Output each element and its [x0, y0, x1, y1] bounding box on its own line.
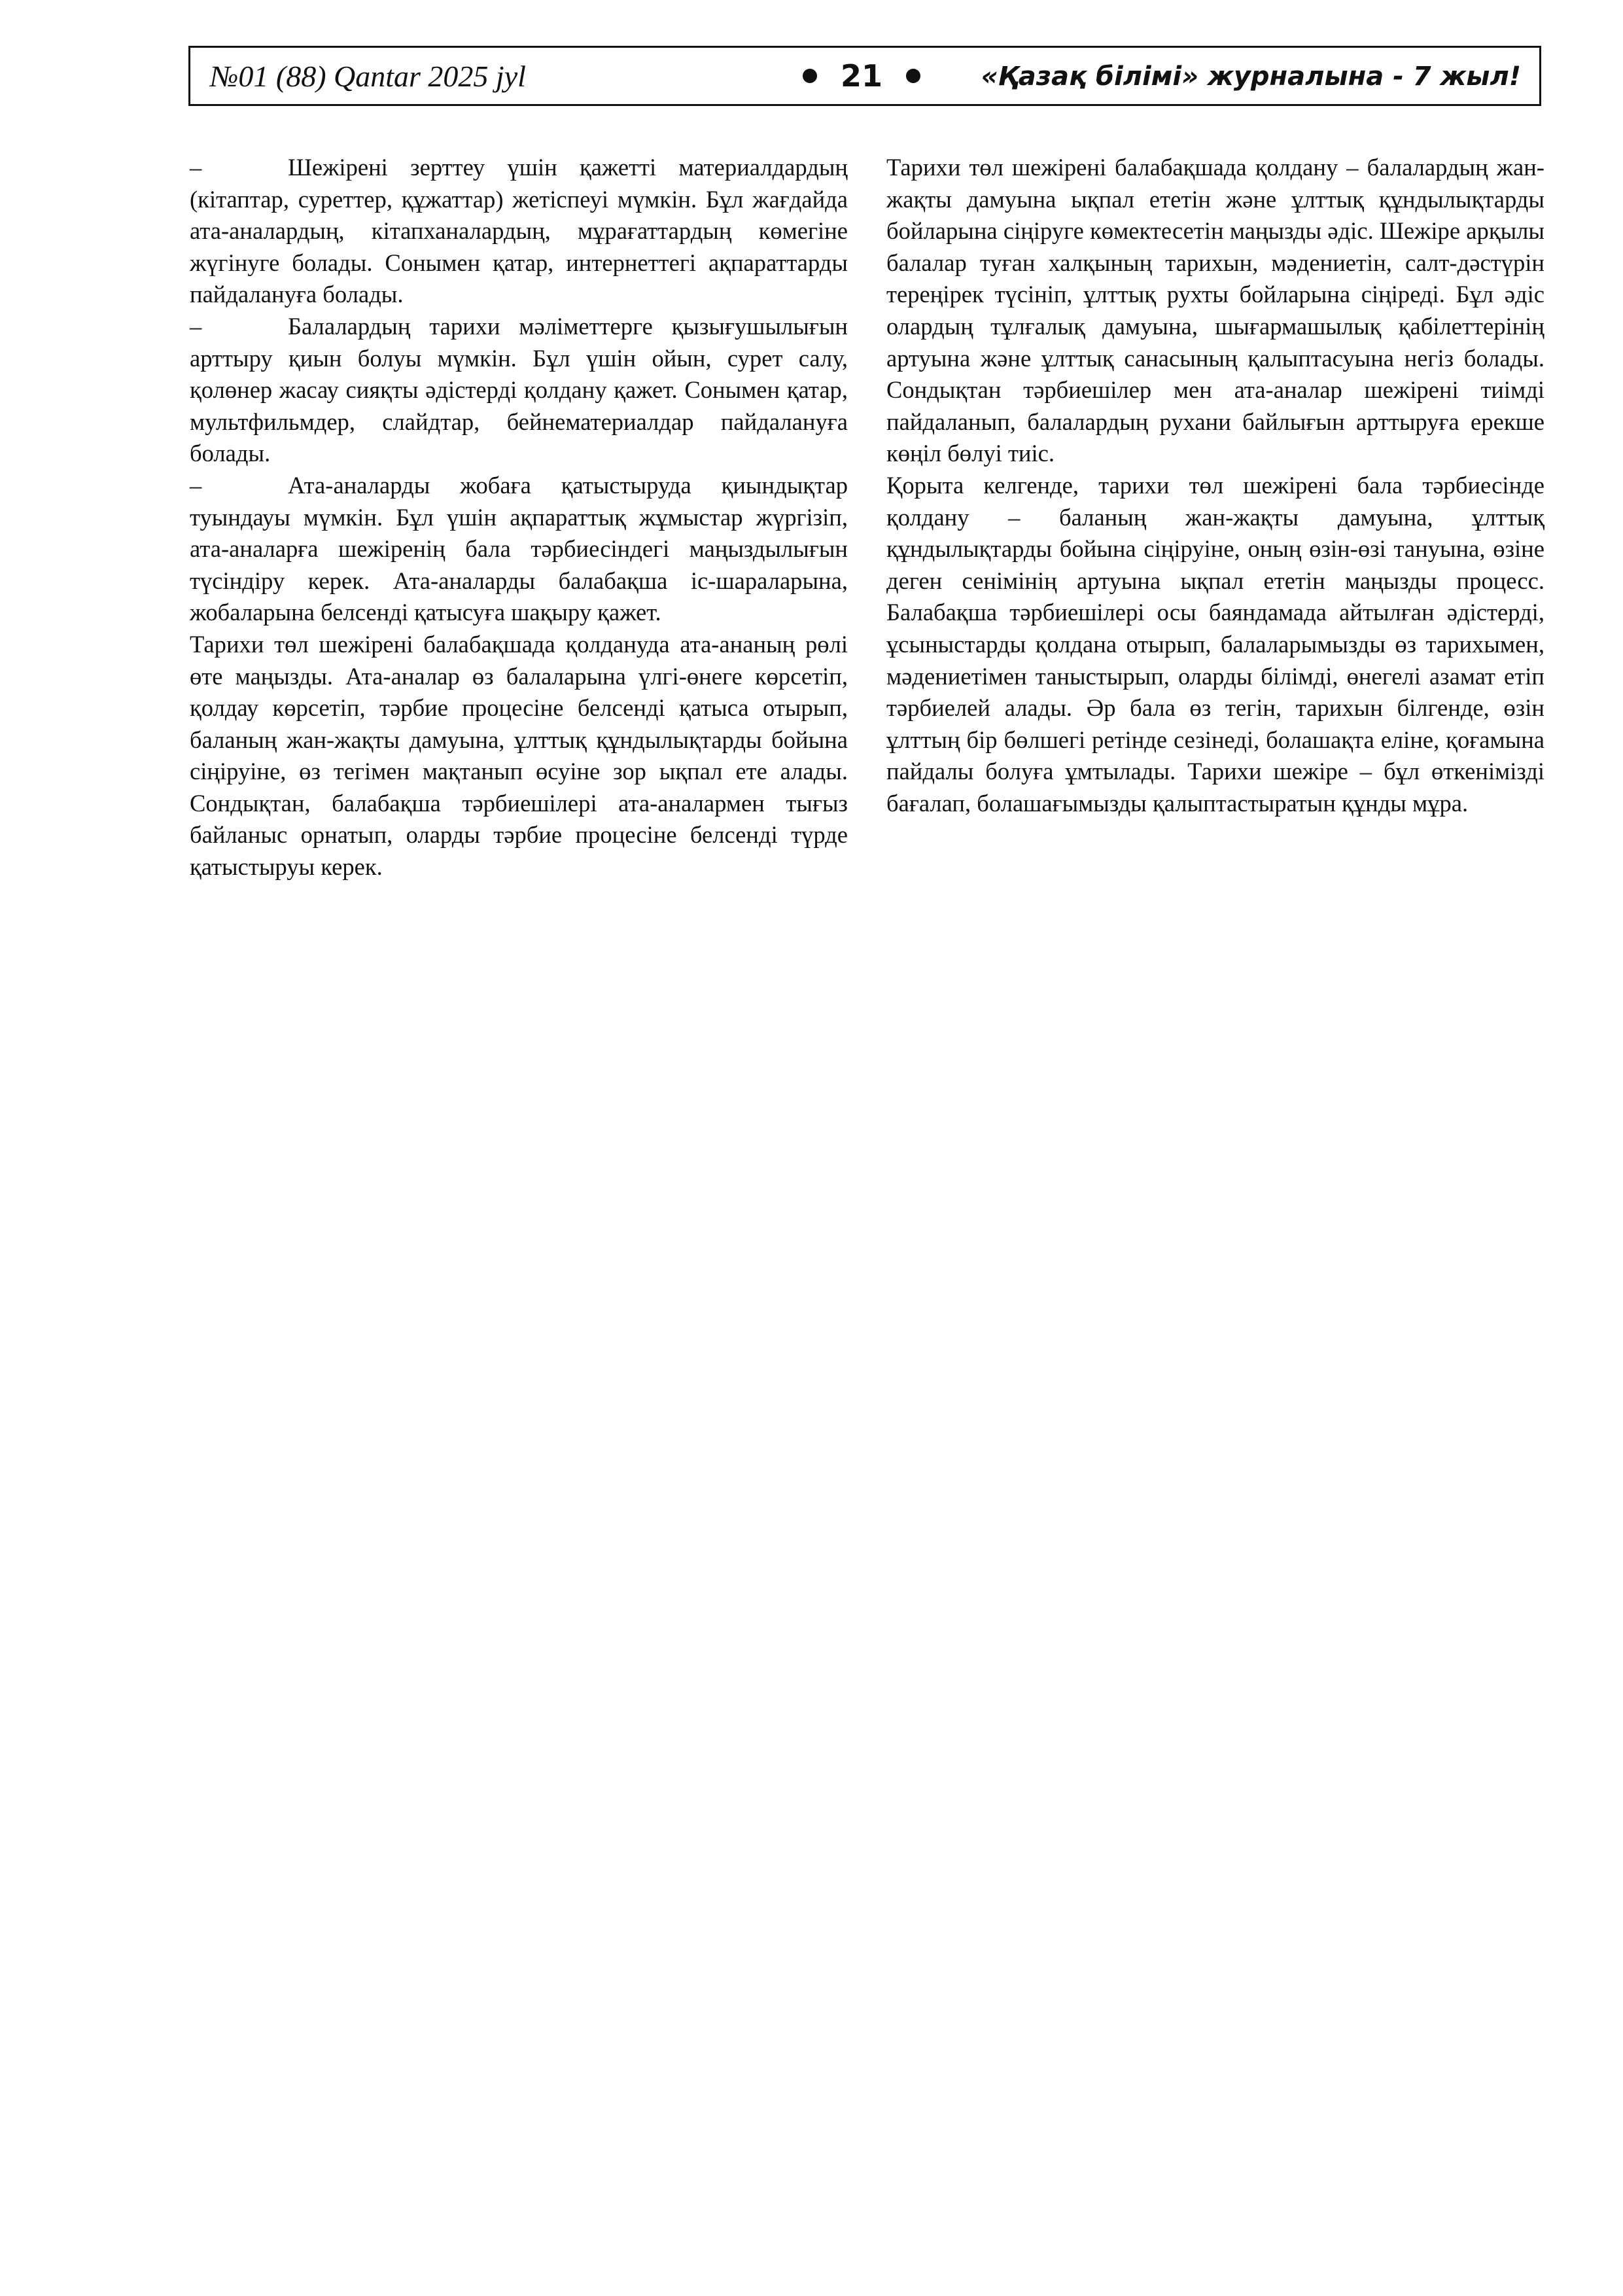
list-marker: –: [190, 312, 202, 340]
page-header: [188, 46, 1541, 106]
body-paragraph: Тарихи төл шежірені балабақшада қолдану – балалардың жан-жақты дамуына ықпал ететін және ұлттық құндылықтарды бойларына сіңіруге көмектесетін маңызды әдіс. Шежіре арқылы балалар туған халқының тарихын, мәдениетін, салт-дәстүрін тереңірек түсініп, ұлттық рухты бойларына сіңіреді. Бұл әдіс олардың тұлғалық дамуына, шығармашылық қабілеттерінің артуына және ұлттық санасының қалыптасуына негіз болады. Сондықтан тәрбиешілер мен ата-аналар шежірені тиімді пайдаланып, балалардың рухани байлығын арттыруға ерекше көңіл бөлуі тиіс.: [886, 154, 1544, 467]
left-column: [190, 152, 848, 883]
page-number: 21: [841, 58, 883, 94]
right-column: [886, 152, 1544, 819]
journal-slogan: «Қазақ білімі» журналына - 7 жыл!: [981, 62, 1521, 92]
list-item-text: Балалардың тарихи мәліметтерге қызығушылығын арттыру қиын болуы мүмкін. Бұл үшін ойын, сурет салу, қолөнер жасау сияқты әдістерді қолдану қажет. Сонымен қатар, мультфильмдер, слайдтар, бейнематериалдар пайдалануға болады.: [190, 312, 848, 467]
page-number-group: [803, 57, 920, 95]
conclusion-paragraph: Қорыта келгенде, тарихи төл шежірені бала тәрбиесінде қолдану – баланың жан-жақты дамуына, ұлттық құндылықтарды бойына сіңіруіне, оның өзін-өзі тануына, өзіне деген сенімінің артуына ықпал ететін маңызды процесс. Балабақша тәрбиешілері осы баяндамада айтылған әдістерді, ұсыныстарды қолдана отырып, балаларымызды өз тарихымен, мәдениетімен таныстырып, оларды білімді, өнегелі азамат етіп тәрбиелей алады. Әр бала өз тегін, тарихын білгенде, өзін ұлттың бір бөлшегі ретінде сезінеді, болашақта еліне, қоғамына пайдалы болуға ұмтылады. Тарихи шежіре – бұл өткенімізді бағалап, болашағымызды қалыптастыратын құнды мұра.: [886, 471, 1544, 817]
bullet-dot-right: [906, 69, 920, 83]
list-item: [190, 470, 848, 629]
list-item-text: Шежірені зерттеу үшін қажетті материалдардың (кітаптар, суреттер, құжаттар) жетіспеуі мүмкін. Бұл жағдайда ата-аналардың, кітапханалардың, мұрағаттардың көмегіне жүгінуге болады. Сонымен қатар, интернеттегі ақпараттарды пайдалануға болады.: [190, 154, 848, 308]
list-item: [190, 311, 848, 470]
list-item-text: Ата-аналарды жобаға қатыстыруда қиындықтар туындауы мүмкін. Бұл үшін ақпараттық жұмыстар жүргізіп, ата-аналарға шежіренің бала тәрбиесіндегі маңыздылығын түсіндіру керек. Ата-аналарды балабақша іс-шараларына, жобаларына белсенді қатысуға шақыру қажет.: [190, 471, 848, 626]
issue-label: №01 (88) Qantar 2025 jyl: [210, 60, 526, 93]
bullet-dot-left: [803, 69, 817, 83]
list-item: [190, 152, 848, 311]
list-marker: –: [190, 471, 202, 499]
body-paragraph: Тарихи төл шежірені балабақшада қолдануда ата-ананың рөлі өте маңызды. Ата-аналар өз балаларына үлгі-өнеге көрсетіп, қолдау көрсетіп, тәрбие процесіне белсенді қатыса отырып, баланың жан-жақты дамуына, ұлттық құндылықтарды бойына сіңіруіне, өз тегімен мақтанып өсуіне зор ықпал ете алады. Сондықтан, балабақша тәрбиешілері ата-аналармен тығыз байланыс орнатып, оларды тәрбие процесіне белсенді түрде қатыстыруы керек.: [190, 630, 848, 881]
list-marker: –: [190, 154, 202, 181]
